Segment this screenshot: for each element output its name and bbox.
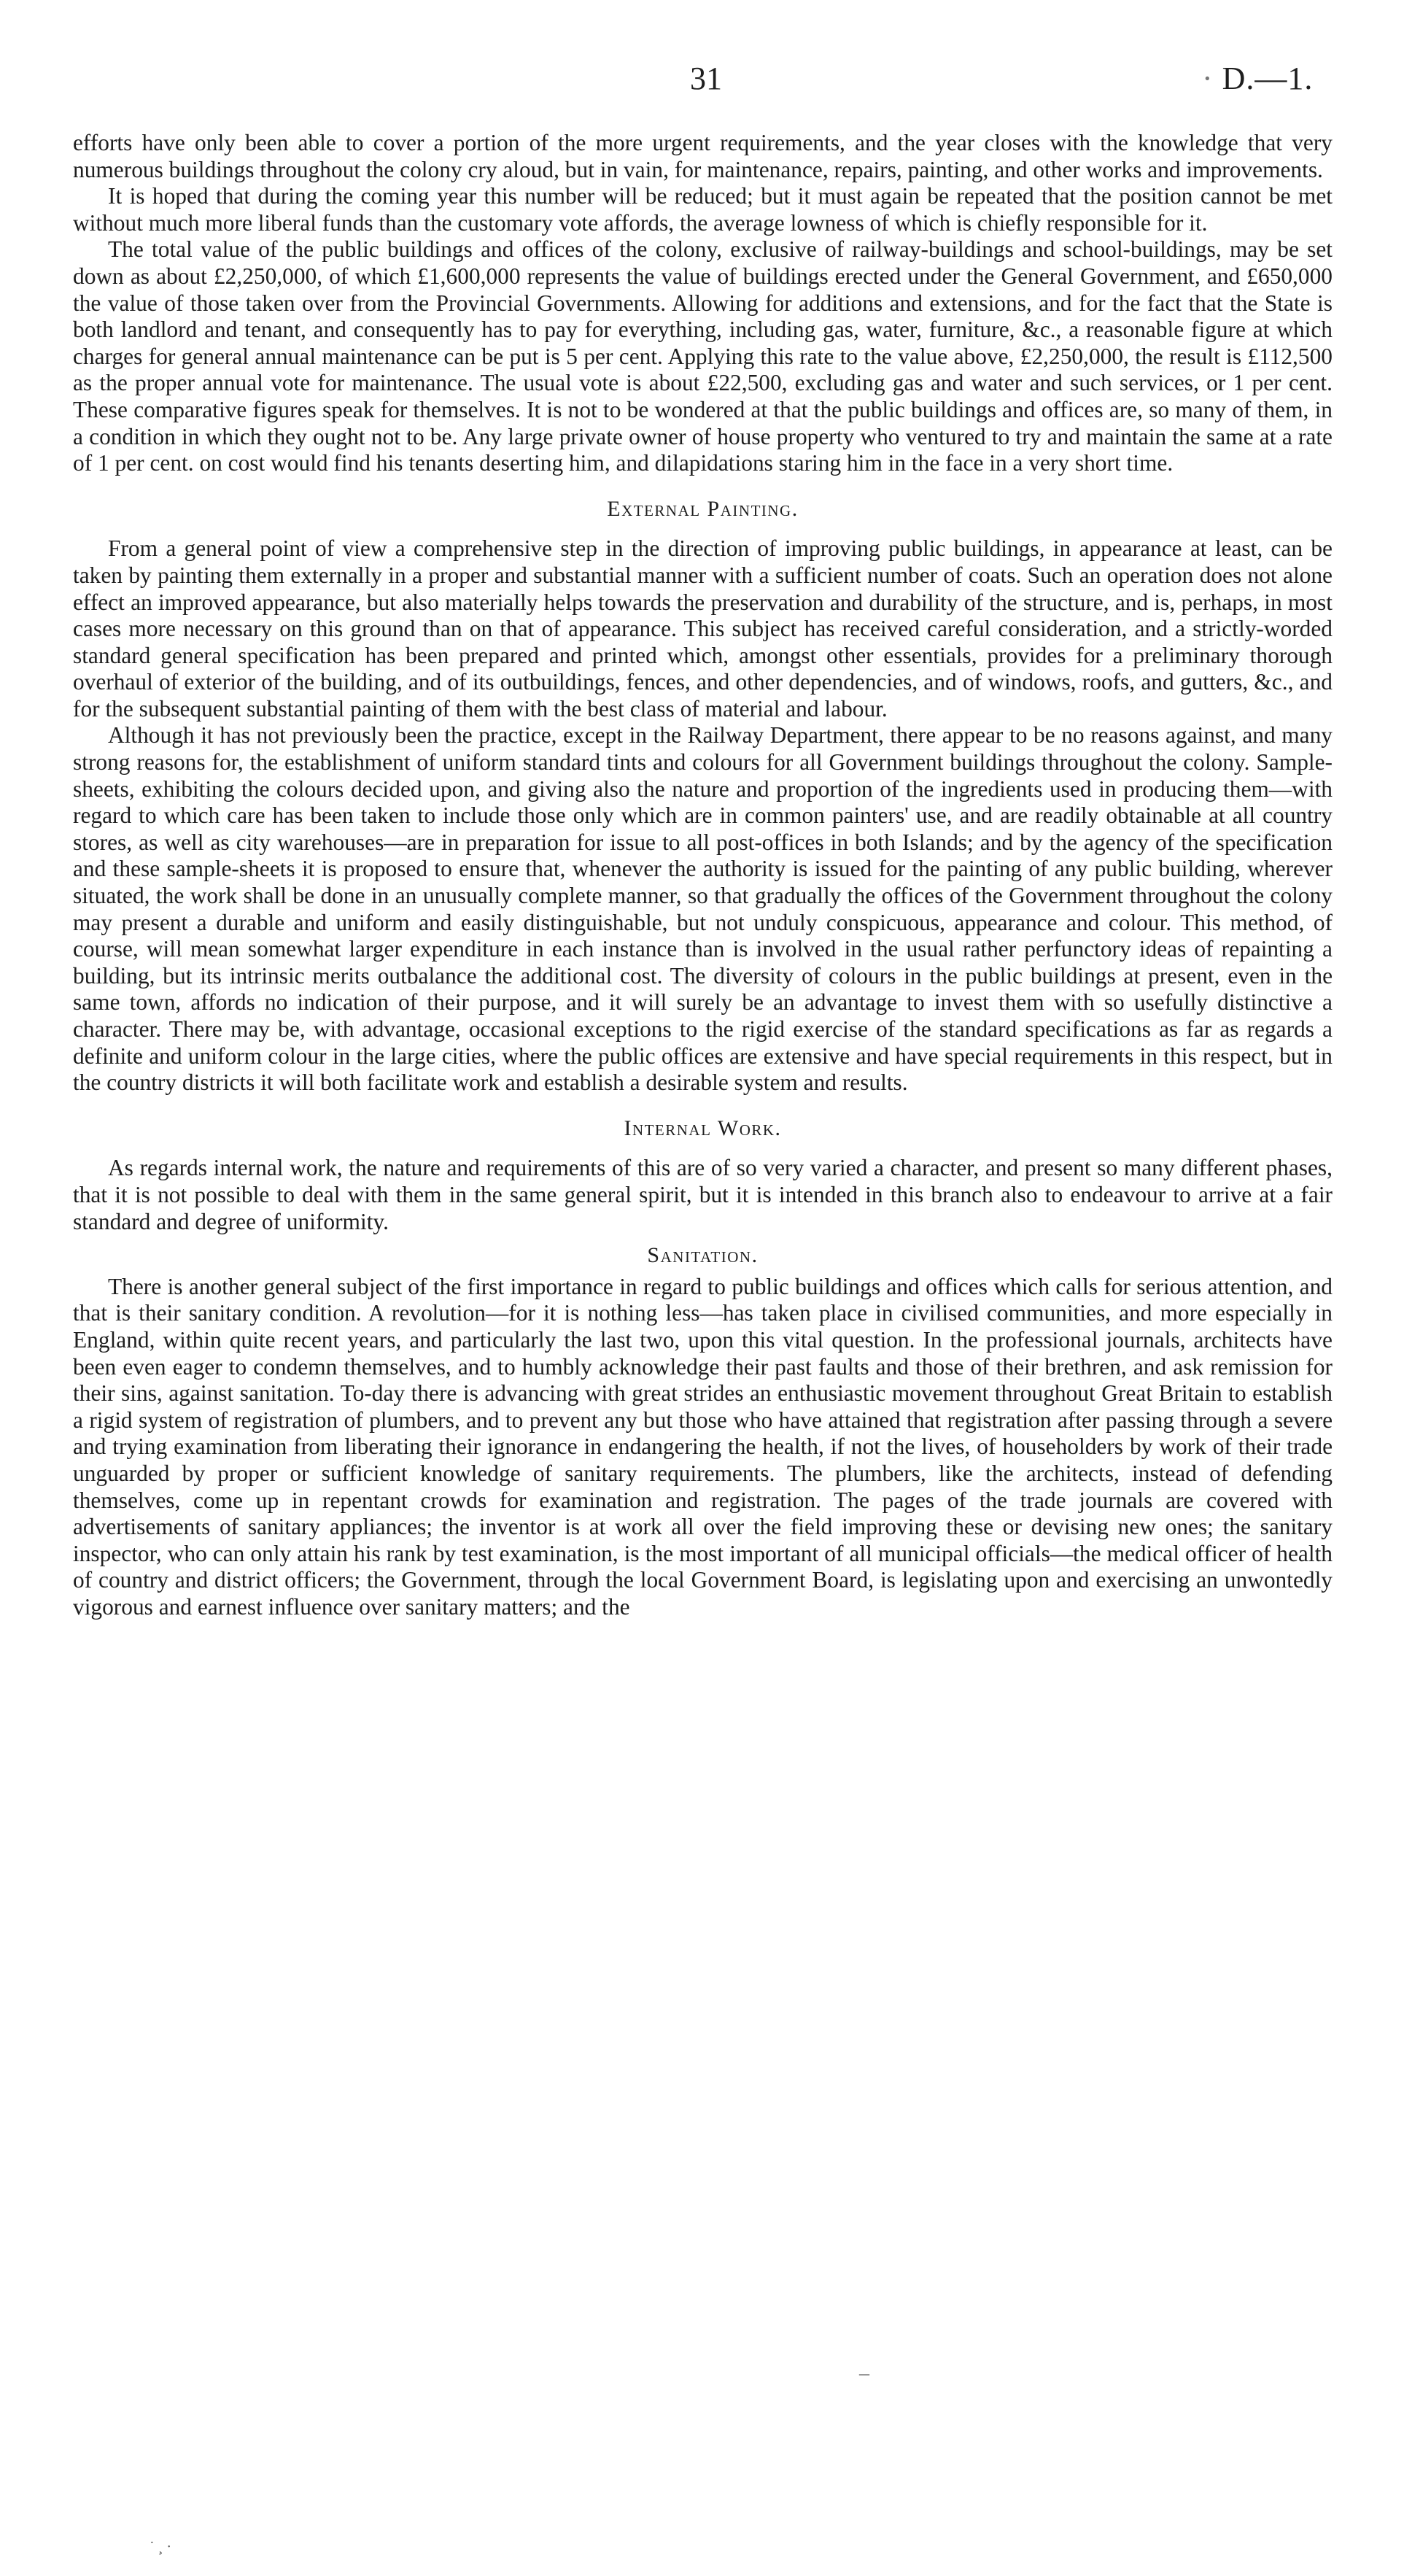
section-heading-sanitation: Sanitation. <box>647 1243 759 1268</box>
document-reference: · D.—1. <box>1202 60 1313 97</box>
page-header <box>0 60 1404 104</box>
sanitation-paragraph-1: There is another general subject of the first importance in regard to public buildings and offices which calls for serious attention, and that is their sanitary condition. A revolution—for it is nothing less—has taken place in civilised communities, and more especially in England, within quite recent years, and particularly the last two, upon this vital question. In the professional journals, architects have been even eager to condemn themselves, and to humbly acknowledge their past faults and those of their brethren, and ask remission for their sins, against sanitation. To-day there is advancing with great strides an enthusiastic movement throughout Great Britain to establish a rigid system of registration of plumbers, and to prevent any but those who have attained that registration after passing through a severe and trying examination from liberating their ignorance in endangering the health, if not the lives, of householders by work of their trade unguarded by proper or sufficient knowledge of sanitary requirements. The plumbers, like the architects, instead of defending themselves, come up in repentant crowds for examination and registration. The pages of the trade journals are covered with advertisements of sanitary appliances; the inventor is at work all over the field improving these or devising new ones; the sanitary inspector, who can only attain his rank by test examination, is the most important of all municipal officials—the medical officer of health of country and district officers; the Government, through the local Government Board, is legislating upon and exercising an unwontedly vigorous and earnest influence over sanitary matters; and the <box>73 1273 1333 1620</box>
external-painting-paragraph-2: Although it has not previously been the practice, except in the Railway Department, there appear to be no reasons against, and many strong reasons for, the establishment of uniform standard tints and colours for all Government buildings throughout the colony. Sample-sheets, exhibiting the colours decided upon, and giving also the nature and proportion of the ingredients used in producing them—with regard to which care has been taken to include those only which are in common painters' use, and are readily obtainable at all country stores, as well as city warehouses—are in preparation for issue to all post-offices in both Islands; and by the agency of the specification and these sample-sheets it is proposed to ensure that, whenever the authority is issued for the painting of any public building, wherever situated, the work shall be done in an unusually complete manner, so that gradually the offices of the Government throughout the colony may present a durable and uniform and easily distinguishable, but not unduly conspicuous, appearance and colour. This method, of course, will mean somewhat larger expenditure in each instance than is involved in the usual rather perfunctory ideas of repainting a building, but its intrinsic merits outbalance the additional cost. The diversity of colours in the public buildings at present, even in the same town, affords no indication of their purpose, and it will surely be an advantage to invest them with so usefully distinctive a character. There may be, with advantage, occasional exceptions to the rigid exercise of the standard specifications as far as regards a definite and uniform colour in the large cities, where the public offices are extensive and have special requirements in this respect, but in the country districts it will both facilitate work and establish a desirable system and results. <box>73 722 1333 1096</box>
scan-mark: – <box>859 2362 869 2385</box>
page-number: 31 <box>690 61 722 96</box>
scan-mark: ˙ ¸ · <box>150 2539 171 2555</box>
document-body <box>73 130 1333 1620</box>
intro-paragraph-1: efforts have only been able to cover a portion of the more urgent requirements, and the year closes with the knowledge that very numerous buildings throughout the colony cry aloud, but in vain, for maintenance, repairs, painting, and other works and improvements. <box>73 130 1333 182</box>
intro-paragraph-2: It is hoped that during the coming year this number will be reduced; but it must again be repeated that the position cannot be met without much more liberal funds than the customary vote affords, the average lowness of which is chiefly responsible for it. <box>73 183 1333 236</box>
intro-paragraph-3: The total value of the public buildings and offices of the colony, exclusive of railway-buildings and school-buildings, may be set down as about £2,250,000, of which £1,600,000 represents the value of buildings erected under the General Government, and £650,000 the value of those taken over from the Provincial Governments. Allowing for additions and extensions, and for the fact that the State is both landlord and tenant, and consequently has to pay for everything, including gas, water, furniture, &c., a reasonable figure at which charges for general annual maintenance can be put is 5 per cent. Applying this rate to the value above, £2,250,000, the result is £112,500 as the proper annual vote for maintenance. The usual vote is about £22,500, excluding gas and water and such services, or 1 per cent. These comparative figures speak for themselves. It is not to be wondered at that the public buildings and offices are, so many of them, in a condition in which they ought not to be. Any large private owner of house property who ventured to try and maintain the same at a rate of 1 per cent. on cost would find his tenants deserting him, and dilapidations staring him in the face in a very short time. <box>73 236 1333 476</box>
section-heading-external-painting: External Painting. <box>607 496 799 521</box>
external-painting-paragraph-1: From a general point of view a comprehensive step in the direction of improving public buildings, in appearance at least, can be taken by painting them externally in a proper and substantial manner with a sufficient number of coats. Such an operation does not alone effect an improved appearance, but also materially helps towards the preservation and durability of the structure, and is, perhaps, in most cases more necessary on this ground than on that of appearance. This subject has received careful consideration, and a strictly-worded standard general specification has been prepared and printed which, amongst other essentials, provides for a preliminary thorough overhaul of exterior of the building, and of its outbuildings, fences, and other dependencies, and of windows, roofs, and gutters, &c., and for the subsequent substantial painting of them with the best class of material and labour. <box>73 535 1333 722</box>
section-heading-internal-work: Internal Work. <box>624 1115 782 1140</box>
internal-work-paragraph-1: As regards internal work, the nature and requirements of this are of so very varied a character, and present so many different phases, that it is not possible to deal with them in the same general spirit, but it is intended in this branch also to endeavour to arrive at a fair standard and degree of uniformity. <box>73 1155 1333 1234</box>
